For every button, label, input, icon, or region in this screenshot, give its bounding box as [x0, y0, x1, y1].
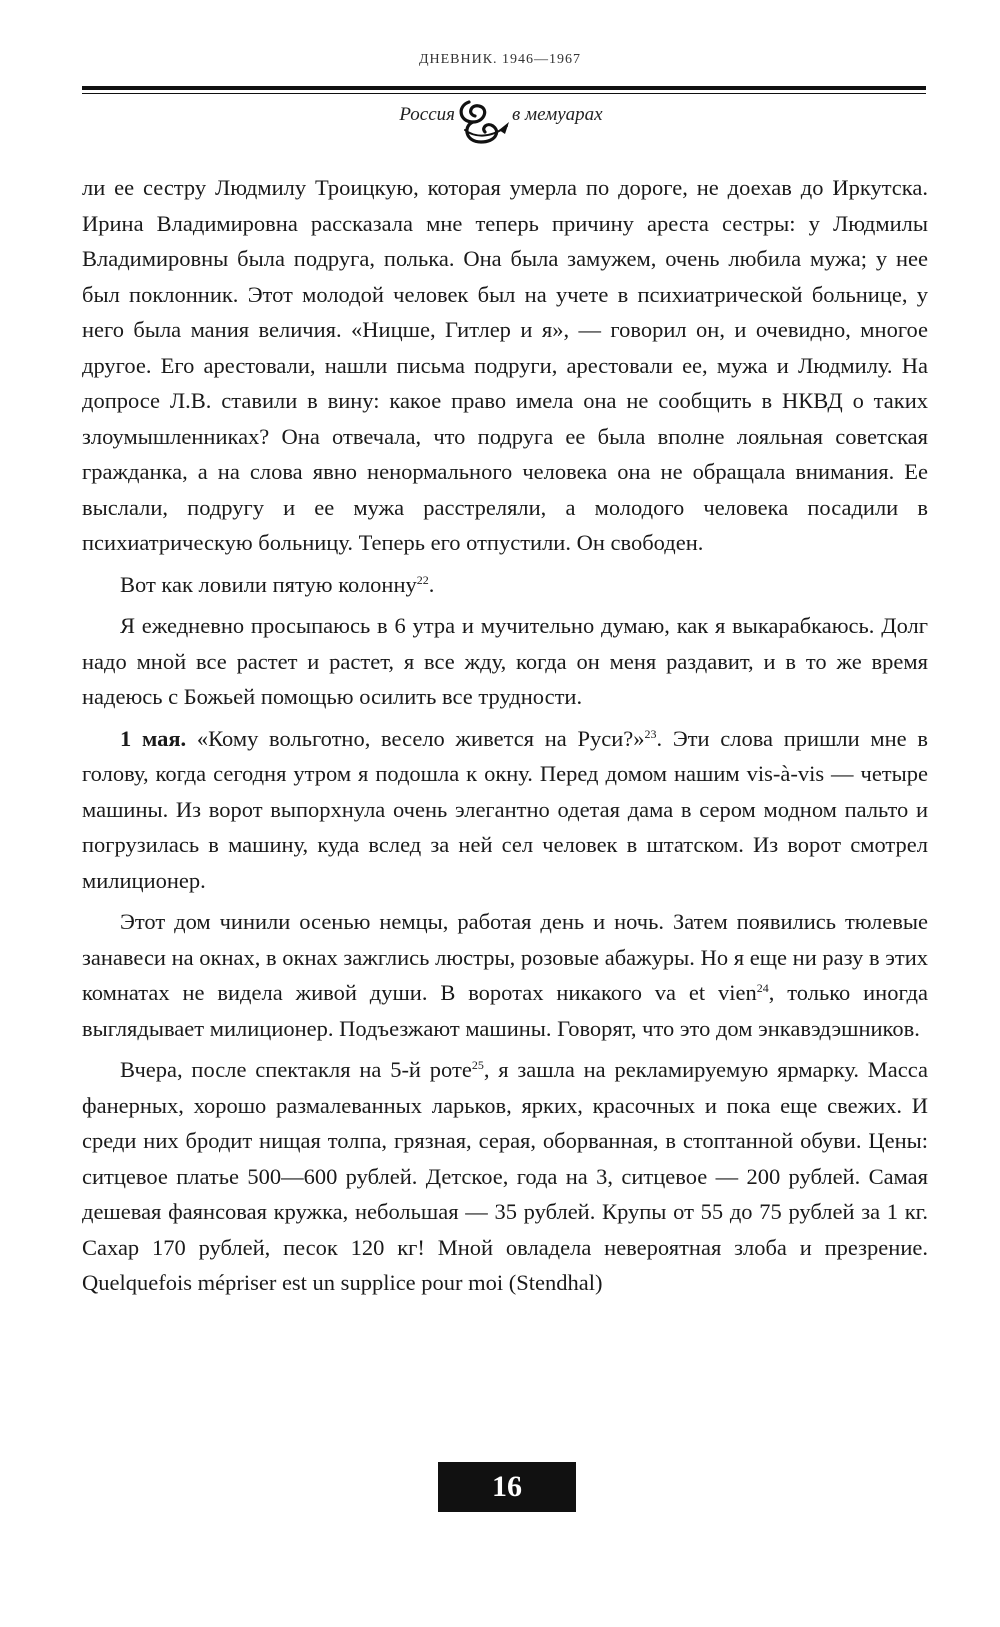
- header-rule-thick: [82, 86, 926, 90]
- paragraph-text: Я ежедневно просыпаюсь в 6 утра и мучительно думаю, как я выкарабкаюсь. Долг надо мной все растет и растет, я все жду, когда он меня раздавит, и в то же время надеюсь с Божьей помощью осилить все трудности.: [82, 613, 928, 709]
- paragraph-text: , я зашла на рекламируемую ярмарку. Масса фанерных, хорошо размалеванных ларьков, ярких, красочных и пока еще свежих. И среди них бродит нищая толпа, грязная, серая, оборванная, в стоптанной обуви. Цены: ситцевое платье 500—600 рублей. Детское, года на 3, ситцевое — 200 рублей. Самая дешевая фаянсовая кружка, небольшая — 35 рублей. Крупы от 55 до 75 рублей за 1 кг. Сахар 170 рублей, песок 120 кг! Мной овладела невероятная злоба и презрение. Quelquefois mépriser est un supplice pour moi (Stendhal): [82, 1057, 928, 1295]
- ornamental-monogram-icon: [455, 96, 515, 150]
- footnote-ref: 22: [416, 572, 429, 587]
- paragraph-text: ли ее сестру Людмилу Троицкую, которая умерла по дороге, не доехав до Иркутска. Ирина Владимировна рассказала мне теперь причину ареста сестры: у Людмилы Владимировны была подруга, полька. Она была замужем, очень любила мужа; у нее был поклонник. Этот молодой человек был на учете в психиатрической больнице, у него была мания величия. «Ницше, Гитлер и я», — говорил он, и очевидно, многое другое. Его арестовали, нашли письма подруги, арестовали ее, мужа и Людмилу. На допросе Л.В. ставили в вину: какое право имела она не сообщить в НКВД о таких злоумышленниках? Она отвечала, что подруга ее была вполне лояльная советская гражданка, а на слова явно ненормального человека она не обращала внимания. Ее выслали, подругу и ее мужа расстреляли, а молодого человека посадили в психиатрическую больницу. Теперь его отпустили. Он свободен.: [82, 175, 928, 555]
- paragraph-text: . Эти слова пришли мне в голову, когда сегодня утром я подошла к окну. Перед домом нашим vis-à-vis — четыре машины. Из ворот выпорхнула очень элегантно одетая дама в сером модном пальто и погрузилась в машину, куда вслед за ней сел человек в штатском. Из ворот смотрел милиционер.: [82, 725, 928, 893]
- series-title-left: Россия: [399, 104, 455, 125]
- header-rule-thin: [82, 93, 926, 94]
- footnote-ref: 25: [471, 1058, 484, 1072]
- body-text: [82, 170, 928, 1307]
- page-number: 16: [438, 1462, 576, 1512]
- paragraph: [82, 1052, 928, 1301]
- diary-date: 1 мая.: [120, 725, 187, 751]
- paragraph: [82, 904, 928, 1046]
- paragraph-text: Вот как ловили пятую колонну: [120, 571, 417, 597]
- paragraph: [82, 567, 928, 603]
- paragraph: [82, 170, 928, 561]
- running-title: ДНЕВНИК. 1946—1967: [418, 52, 582, 67]
- paragraph-text: Вчера, после спектакля на 5-й роте: [120, 1057, 472, 1082]
- paragraph: [82, 721, 928, 899]
- series-title-right: в мемуарах: [512, 104, 603, 125]
- paragraph-text: .: [428, 571, 435, 597]
- footnote-ref: 23: [644, 726, 657, 741]
- paragraph: [82, 608, 928, 715]
- paragraph-text: , только иногда выглядывает милиционер. Подъезжают машины. Говорят, что это дом энкавэдэшников.: [82, 980, 928, 1041]
- series-banner: [0, 100, 1000, 156]
- paragraph-text: «Кому вольготно, весело живется на Руси?»: [186, 725, 645, 751]
- paragraph-text: Этот дом чинили осенью немцы, работая день и ночь. Затем появились тюлевые занавеси на окнах, в окнах зажглись люстры, розовые абажуры. Но я еще ни разу в этих комнатах не видела живой души. В воротах никакого va et vien: [82, 909, 928, 1005]
- footnote-ref: 24: [756, 981, 769, 995]
